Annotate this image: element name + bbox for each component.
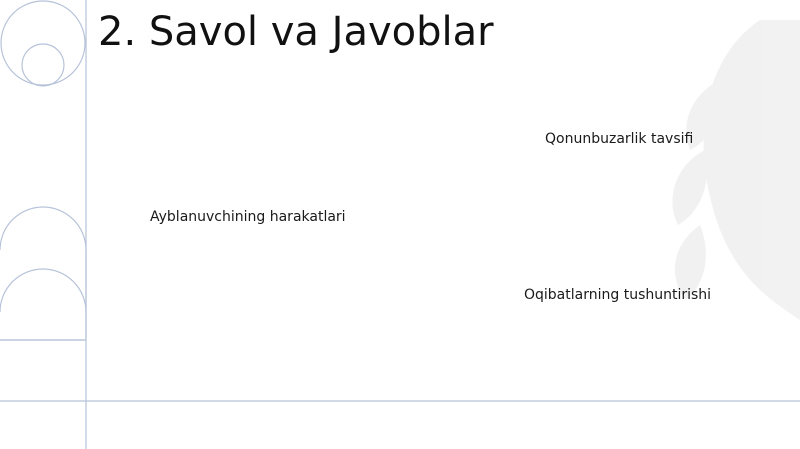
upper-arch (0, 207, 86, 340)
label-ayblanuvchi: Ayblanuvchining harakatlari (150, 209, 346, 225)
slide-title: 2. Savol va Javoblar (98, 9, 494, 55)
lower-arch (0, 269, 86, 312)
label-qonunbuzarlik: Qonunbuzarlik tavsifi (545, 131, 694, 147)
leaf-watermark-icon (672, 20, 800, 320)
label-oqibatlar: Oqibatlarning tushuntirishi (524, 287, 712, 303)
inner-circle (22, 44, 64, 86)
outer-circle (1, 1, 85, 85)
